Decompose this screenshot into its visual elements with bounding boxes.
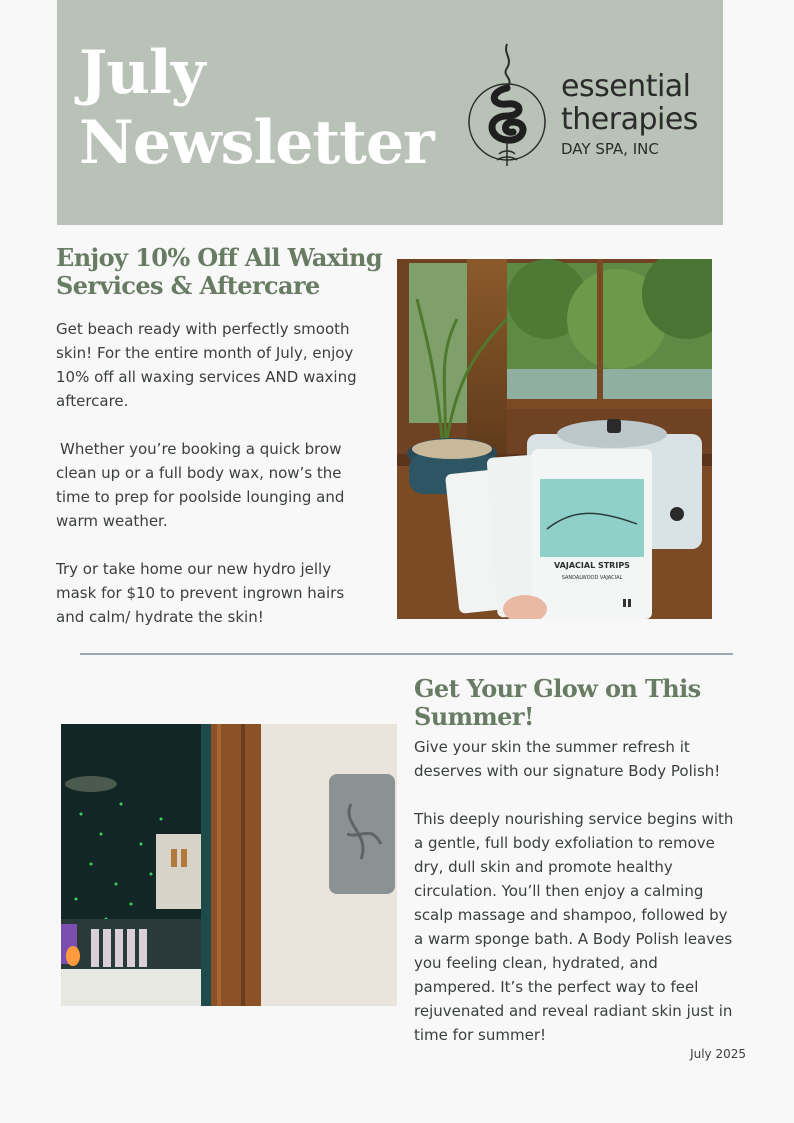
- waxing-body: [56, 317, 374, 629]
- spa-room-photo: [61, 724, 397, 1006]
- logo-line-day-spa: DAY SPA, INC: [561, 140, 659, 158]
- body-polish-body: [414, 735, 739, 1047]
- body-polish-heading: Get Your Glow on This Summer!: [414, 674, 701, 731]
- newsletter-title: [79, 38, 434, 178]
- product-sub-label: SANDALWOOD VAJACIAL: [561, 575, 623, 581]
- newsletter-header: [57, 0, 723, 225]
- title-line-2: Newsletter: [79, 108, 434, 178]
- title-line-1: July: [79, 38, 205, 108]
- body-polish-paragraph-2: This deeply nourishing service begins with a gentle, full body exfoliation to remove dry, dull skin and promote healthy circulation. You’ll then enjoy a calming scalp massage and shampoo, followed by a warm sponge bath. A Body Polish leaves you feeling clean, hydrated, and pampered. It’s the perfect way to feel rejuvenated and reveal radiant skin just in time for summer!: [414, 810, 734, 1044]
- waxing-paragraph-1: Get beach ready with perfectly smooth skin! For the entire month of July, enjoy 10% off all waxing services AND waxing aftercare.: [56, 320, 357, 410]
- product-label: VAJACIAL STRIPS: [554, 561, 630, 570]
- spa-logo: [467, 42, 717, 182]
- footer-date: July 2025: [690, 1047, 746, 1061]
- waxing-heading: Enjoy 10% Off All Waxing Services & Aftercare: [56, 243, 383, 300]
- logo-line-essential: essential: [561, 69, 691, 104]
- body-polish-paragraph-1: Give your skin the summer refresh it deserves with our signature Body Polish!: [414, 738, 721, 780]
- waxing-products-photo: [397, 259, 712, 619]
- spiral-logo-icon: [467, 42, 553, 182]
- spa-room-illustration: [61, 724, 397, 1006]
- logo-line-therapies: therapies: [561, 102, 698, 137]
- waxing-photo-illustration: [397, 259, 712, 619]
- logo-wordmark: [561, 70, 698, 159]
- section-divider: [80, 653, 733, 655]
- waxing-paragraph-2: Whether you’re booking a quick brow clean up or a full body wax, now’s the time to prep for poolside lounging and warm weather.: [56, 440, 345, 530]
- waxing-paragraph-3: Try or take home our new hydro jelly mask for $10 to prevent ingrown hairs and calm/ hydrate the skin!: [56, 560, 345, 626]
